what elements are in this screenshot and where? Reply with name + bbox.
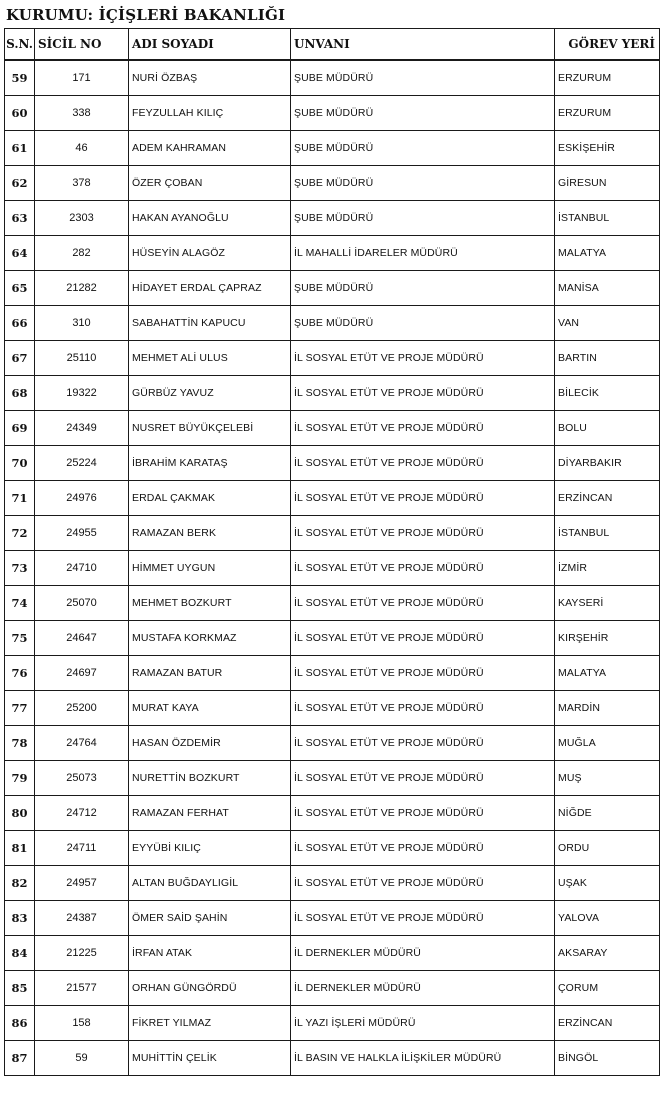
cell-adi-soyadi: HİMMET UYGUN bbox=[129, 551, 291, 586]
header-row bbox=[5, 29, 660, 61]
cell-adi-soyadi: HAKAN AYANOĞLU bbox=[129, 201, 291, 236]
cell-gorev-yeri: DİYARBAKIR bbox=[555, 446, 660, 481]
cell-adi-soyadi: FEYZULLAH KILIÇ bbox=[129, 96, 291, 131]
cell-unvani: İL DERNEKLER MÜDÜRÜ bbox=[291, 936, 555, 971]
cell-sn: 68 bbox=[5, 376, 35, 411]
table-row bbox=[5, 516, 660, 551]
cell-gorev-yeri: GİRESUN bbox=[555, 166, 660, 201]
cell-gorev-yeri: YALOVA bbox=[555, 901, 660, 936]
cell-sicil-no: 59 bbox=[35, 1041, 129, 1076]
table-row bbox=[5, 796, 660, 831]
cell-gorev-yeri: MANİSA bbox=[555, 271, 660, 306]
cell-gorev-yeri: KAYSERİ bbox=[555, 586, 660, 621]
cell-unvani: İL SOSYAL ETÜT VE PROJE MÜDÜRÜ bbox=[291, 341, 555, 376]
cell-sn: 73 bbox=[5, 551, 35, 586]
table-row bbox=[5, 866, 660, 901]
cell-sicil-no: 24711 bbox=[35, 831, 129, 866]
cell-adi-soyadi: FİKRET YILMAZ bbox=[129, 1006, 291, 1041]
cell-adi-soyadi: SABAHATTİN KAPUCU bbox=[129, 306, 291, 341]
cell-sicil-no: 25224 bbox=[35, 446, 129, 481]
cell-unvani: ŞUBE MÜDÜRÜ bbox=[291, 271, 555, 306]
cell-sicil-no: 25200 bbox=[35, 691, 129, 726]
header-sicil-no: SİCİL NO bbox=[35, 29, 129, 61]
cell-sn: 74 bbox=[5, 586, 35, 621]
cell-sicil-no: 2303 bbox=[35, 201, 129, 236]
table-row bbox=[5, 376, 660, 411]
cell-gorev-yeri: İZMİR bbox=[555, 551, 660, 586]
cell-unvani: İL SOSYAL ETÜT VE PROJE MÜDÜRÜ bbox=[291, 831, 555, 866]
cell-adi-soyadi: ÖMER SAİD ŞAHİN bbox=[129, 901, 291, 936]
cell-gorev-yeri: BİNGÖL bbox=[555, 1041, 660, 1076]
table-row bbox=[5, 60, 660, 96]
cell-sn: 78 bbox=[5, 726, 35, 761]
cell-sicil-no: 25073 bbox=[35, 761, 129, 796]
cell-unvani: İL SOSYAL ETÜT VE PROJE MÜDÜRÜ bbox=[291, 726, 555, 761]
table-header bbox=[5, 29, 660, 61]
table-row bbox=[5, 831, 660, 866]
cell-adi-soyadi: ADEM KAHRAMAN bbox=[129, 131, 291, 166]
cell-sn: 64 bbox=[5, 236, 35, 271]
table-row bbox=[5, 411, 660, 446]
table-row bbox=[5, 1041, 660, 1076]
table-row bbox=[5, 481, 660, 516]
cell-gorev-yeri: ORDU bbox=[555, 831, 660, 866]
cell-adi-soyadi: HİDAYET ERDAL ÇAPRAZ bbox=[129, 271, 291, 306]
cell-sn: 70 bbox=[5, 446, 35, 481]
cell-adi-soyadi: ORHAN GÜNGÖRDÜ bbox=[129, 971, 291, 1006]
table-row bbox=[5, 236, 660, 271]
cell-gorev-yeri: İSTANBUL bbox=[555, 201, 660, 236]
cell-sn: 81 bbox=[5, 831, 35, 866]
cell-unvani: İL SOSYAL ETÜT VE PROJE MÜDÜRÜ bbox=[291, 901, 555, 936]
cell-gorev-yeri: İSTANBUL bbox=[555, 516, 660, 551]
cell-unvani: İL SOSYAL ETÜT VE PROJE MÜDÜRÜ bbox=[291, 691, 555, 726]
table-row bbox=[5, 691, 660, 726]
personnel-table bbox=[4, 28, 660, 1076]
cell-unvani: İL SOSYAL ETÜT VE PROJE MÜDÜRÜ bbox=[291, 656, 555, 691]
table-row bbox=[5, 656, 660, 691]
cell-unvani: İL SOSYAL ETÜT VE PROJE MÜDÜRÜ bbox=[291, 761, 555, 796]
cell-unvani: ŞUBE MÜDÜRÜ bbox=[291, 131, 555, 166]
cell-gorev-yeri: MARDİN bbox=[555, 691, 660, 726]
cell-gorev-yeri: AKSARAY bbox=[555, 936, 660, 971]
cell-sicil-no: 310 bbox=[35, 306, 129, 341]
table-row bbox=[5, 586, 660, 621]
cell-unvani: İL MAHALLİ İDARELER MÜDÜRÜ bbox=[291, 236, 555, 271]
cell-sn: 85 bbox=[5, 971, 35, 1006]
table-row bbox=[5, 341, 660, 376]
cell-unvani: İL SOSYAL ETÜT VE PROJE MÜDÜRÜ bbox=[291, 796, 555, 831]
cell-unvani: ŞUBE MÜDÜRÜ bbox=[291, 306, 555, 341]
cell-sn: 77 bbox=[5, 691, 35, 726]
cell-sicil-no: 21225 bbox=[35, 936, 129, 971]
cell-unvani: İL SOSYAL ETÜT VE PROJE MÜDÜRÜ bbox=[291, 446, 555, 481]
cell-unvani: ŞUBE MÜDÜRÜ bbox=[291, 60, 555, 96]
cell-adi-soyadi: MUHİTTİN ÇELİK bbox=[129, 1041, 291, 1076]
table-row bbox=[5, 1006, 660, 1041]
table-row bbox=[5, 621, 660, 656]
cell-sn: 65 bbox=[5, 271, 35, 306]
cell-sn: 61 bbox=[5, 131, 35, 166]
cell-sicil-no: 24697 bbox=[35, 656, 129, 691]
cell-unvani: İL SOSYAL ETÜT VE PROJE MÜDÜRÜ bbox=[291, 376, 555, 411]
table-row bbox=[5, 446, 660, 481]
cell-gorev-yeri: ESKİŞEHİR bbox=[555, 131, 660, 166]
cell-adi-soyadi: NURİ ÖZBAŞ bbox=[129, 60, 291, 96]
cell-adi-soyadi: MURAT KAYA bbox=[129, 691, 291, 726]
cell-sn: 87 bbox=[5, 1041, 35, 1076]
cell-adi-soyadi: GÜRBÜZ YAVUZ bbox=[129, 376, 291, 411]
cell-gorev-yeri: ÇORUM bbox=[555, 971, 660, 1006]
cell-adi-soyadi: NURETTİN BOZKURT bbox=[129, 761, 291, 796]
table-row bbox=[5, 726, 660, 761]
cell-sn: 75 bbox=[5, 621, 35, 656]
cell-sn: 72 bbox=[5, 516, 35, 551]
table-row bbox=[5, 901, 660, 936]
table-body bbox=[5, 60, 660, 1076]
cell-sicil-no: 24710 bbox=[35, 551, 129, 586]
cell-sn: 67 bbox=[5, 341, 35, 376]
cell-sicil-no: 24647 bbox=[35, 621, 129, 656]
cell-sicil-no: 24387 bbox=[35, 901, 129, 936]
cell-gorev-yeri: UŞAK bbox=[555, 866, 660, 901]
header-gorev-yeri: GÖREV YERİ bbox=[555, 29, 660, 61]
cell-unvani: İL SOSYAL ETÜT VE PROJE MÜDÜRÜ bbox=[291, 866, 555, 901]
cell-adi-soyadi: ALTAN BUĞDAYLIGİL bbox=[129, 866, 291, 901]
header-adi-soyadi: ADI SOYADI bbox=[129, 29, 291, 61]
cell-gorev-yeri: VAN bbox=[555, 306, 660, 341]
cell-unvani: İL SOSYAL ETÜT VE PROJE MÜDÜRÜ bbox=[291, 516, 555, 551]
cell-sicil-no: 25110 bbox=[35, 341, 129, 376]
cell-sn: 76 bbox=[5, 656, 35, 691]
cell-gorev-yeri: BOLU bbox=[555, 411, 660, 446]
cell-sn: 80 bbox=[5, 796, 35, 831]
cell-unvani: ŞUBE MÜDÜRÜ bbox=[291, 166, 555, 201]
cell-sicil-no: 24976 bbox=[35, 481, 129, 516]
cell-unvani: İL SOSYAL ETÜT VE PROJE MÜDÜRÜ bbox=[291, 586, 555, 621]
cell-adi-soyadi: MUSTAFA KORKMAZ bbox=[129, 621, 291, 656]
cell-sn: 69 bbox=[5, 411, 35, 446]
cell-gorev-yeri: ERZİNCAN bbox=[555, 481, 660, 516]
cell-sicil-no: 24349 bbox=[35, 411, 129, 446]
cell-sn: 82 bbox=[5, 866, 35, 901]
cell-sn: 60 bbox=[5, 96, 35, 131]
cell-sn: 66 bbox=[5, 306, 35, 341]
cell-adi-soyadi: İRFAN ATAK bbox=[129, 936, 291, 971]
cell-adi-soyadi: MEHMET BOZKURT bbox=[129, 586, 291, 621]
cell-gorev-yeri: KIRŞEHİR bbox=[555, 621, 660, 656]
cell-adi-soyadi: RAMAZAN BATUR bbox=[129, 656, 291, 691]
cell-sicil-no: 158 bbox=[35, 1006, 129, 1041]
cell-gorev-yeri: MUĞLA bbox=[555, 726, 660, 761]
cell-sicil-no: 24957 bbox=[35, 866, 129, 901]
table-row bbox=[5, 166, 660, 201]
cell-adi-soyadi: RAMAZAN FERHAT bbox=[129, 796, 291, 831]
table-row bbox=[5, 306, 660, 341]
cell-adi-soyadi: MEHMET ALİ ULUS bbox=[129, 341, 291, 376]
cell-unvani: ŞUBE MÜDÜRÜ bbox=[291, 201, 555, 236]
cell-sicil-no: 378 bbox=[35, 166, 129, 201]
cell-adi-soyadi: HÜSEYİN ALAGÖZ bbox=[129, 236, 291, 271]
table-row bbox=[5, 551, 660, 586]
cell-unvani: ŞUBE MÜDÜRÜ bbox=[291, 96, 555, 131]
cell-adi-soyadi: ERDAL ÇAKMAK bbox=[129, 481, 291, 516]
cell-adi-soyadi: HASAN ÖZDEMİR bbox=[129, 726, 291, 761]
cell-gorev-yeri: MALATYA bbox=[555, 656, 660, 691]
cell-unvani: İL SOSYAL ETÜT VE PROJE MÜDÜRÜ bbox=[291, 621, 555, 656]
cell-sicil-no: 24764 bbox=[35, 726, 129, 761]
table-row bbox=[5, 131, 660, 166]
cell-sicil-no: 24955 bbox=[35, 516, 129, 551]
cell-sicil-no: 25070 bbox=[35, 586, 129, 621]
cell-gorev-yeri: MUŞ bbox=[555, 761, 660, 796]
cell-unvani: İL SOSYAL ETÜT VE PROJE MÜDÜRÜ bbox=[291, 551, 555, 586]
cell-gorev-yeri: ERZİNCAN bbox=[555, 1006, 660, 1041]
cell-sicil-no: 46 bbox=[35, 131, 129, 166]
cell-sn: 59 bbox=[5, 60, 35, 96]
cell-sicil-no: 282 bbox=[35, 236, 129, 271]
cell-sicil-no: 24712 bbox=[35, 796, 129, 831]
cell-unvani: İL YAZI İŞLERİ MÜDÜRÜ bbox=[291, 1006, 555, 1041]
table-row bbox=[5, 971, 660, 1006]
cell-adi-soyadi: NUSRET BÜYÜKÇELEBİ bbox=[129, 411, 291, 446]
cell-sn: 79 bbox=[5, 761, 35, 796]
cell-adi-soyadi: RAMAZAN BERK bbox=[129, 516, 291, 551]
cell-gorev-yeri: NİĞDE bbox=[555, 796, 660, 831]
table-row bbox=[5, 201, 660, 236]
header-sn: S.N. bbox=[5, 29, 35, 61]
cell-gorev-yeri: BİLECİK bbox=[555, 376, 660, 411]
cell-adi-soyadi: ÖZER ÇOBAN bbox=[129, 166, 291, 201]
cell-gorev-yeri: ERZURUM bbox=[555, 96, 660, 131]
cell-sn: 62 bbox=[5, 166, 35, 201]
table-row bbox=[5, 761, 660, 796]
table-row bbox=[5, 936, 660, 971]
header-unvani: UNVANI bbox=[291, 29, 555, 61]
cell-sicil-no: 171 bbox=[35, 60, 129, 96]
cell-sn: 84 bbox=[5, 936, 35, 971]
cell-unvani: İL SOSYAL ETÜT VE PROJE MÜDÜRÜ bbox=[291, 481, 555, 516]
cell-sn: 83 bbox=[5, 901, 35, 936]
cell-unvani: İL SOSYAL ETÜT VE PROJE MÜDÜRÜ bbox=[291, 411, 555, 446]
cell-sicil-no: 19322 bbox=[35, 376, 129, 411]
cell-sicil-no: 21282 bbox=[35, 271, 129, 306]
page-title: KURUMU: İÇİŞLERİ BAKANLIĞI bbox=[6, 6, 286, 24]
cell-sn: 86 bbox=[5, 1006, 35, 1041]
cell-gorev-yeri: ERZURUM bbox=[555, 60, 660, 96]
cell-sicil-no: 338 bbox=[35, 96, 129, 131]
cell-unvani: İL BASIN VE HALKLA İLİŞKİLER MÜDÜRÜ bbox=[291, 1041, 555, 1076]
cell-sicil-no: 21577 bbox=[35, 971, 129, 1006]
table-row bbox=[5, 271, 660, 306]
cell-adi-soyadi: EYYÜBİ KILIÇ bbox=[129, 831, 291, 866]
cell-unvani: İL DERNEKLER MÜDÜRÜ bbox=[291, 971, 555, 1006]
cell-gorev-yeri: BARTIN bbox=[555, 341, 660, 376]
cell-adi-soyadi: İBRAHİM KARATAŞ bbox=[129, 446, 291, 481]
table-row bbox=[5, 96, 660, 131]
cell-sn: 71 bbox=[5, 481, 35, 516]
cell-gorev-yeri: MALATYA bbox=[555, 236, 660, 271]
cell-sn: 63 bbox=[5, 201, 35, 236]
